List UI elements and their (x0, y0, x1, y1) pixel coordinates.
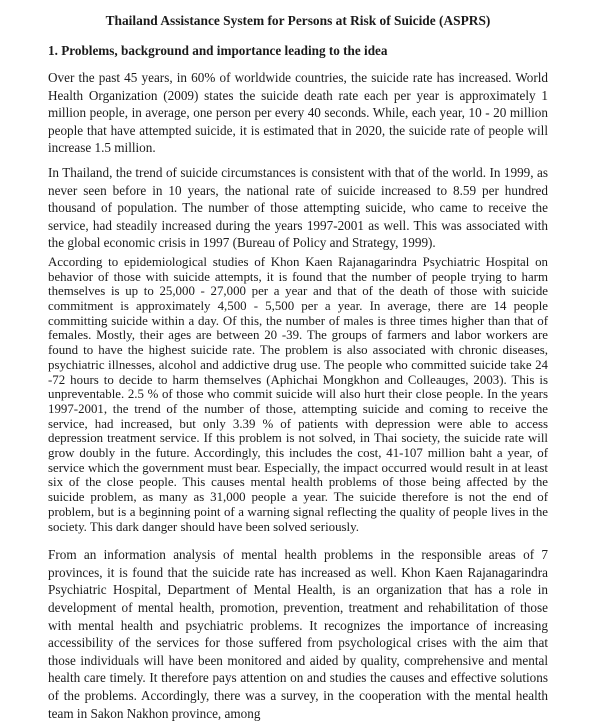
section-heading: 1. Problems, background and importance leading to the idea (48, 43, 388, 58)
document-title: Thailand Assistance System for Persons at Risk of Suicide (ASPRS) (105, 13, 491, 28)
paragraph-epidemiological-studies: According to epidemiological studies of Khon Kaen Rajanagarindra Psychiatric Hospital on behavior of those with suicide attempts, it is found that the number of people trying to harm themselves is up to 25,000 - 27,000 per a year and that of the death of those with suicide commitment is approximately 4,500 - 5,500 per a year. In average, there are 14 people committing suicide within a day. Of this, the number of males is three times higher than that of females. Mostly, their ages are between 20 -39. The groups of farmers and labor workers are found to have the highest suicide rate. The problem is also associated with chronic diseases, psychiatric illnesses, alcohol and addictive drug use. The people who committed suicide take 24 -72 hours to decide to harm themselves (Aphichai Mongkhon and Colleauges, 2003). This is unpreventable. 2.5 % of those who commit suicide will also hurt their close people. In the years 1997-2001, the trend of the number of those, attempting suicide and coming to receive the service, had increased, but only 3.39 % of patients with depression were able to access depression treatment service. If this problem is not solved, in Thai society, the suicide rate will grow doubly in the future. Accordingly, this includes the cost, 41-107 million baht a year, of service which the government must bear. Especially, the impact occurred would result in at least six of the close people. This causes mental health problems of those being affected by the suicide problem, as many as 31,000 people a year. The suicide therefore is not the end of problem, but is a beginning point of a warning signal reflecting the quality of people lives in the society. This dark danger should have been solved seriously. (48, 254, 548, 534)
paragraph-information-analysis: From an information analysis of mental health problems in the responsible areas of 7 provinces, it is found that the suicide rate has increased as well. Khon Kaen Rajanagarindra Psychiatric Hospital, Department of Mental Health, is an organization that has a role in development of mental health, promotion, prevention, treatment and rehabilitation of those with mental health and psychiatric problems. It recognizes the importance of increasing accessibility of the services for those suffered from psychological crises with the aim that those individuals will have been monitored and aided by quality, comprehensive and mental health care timely. It therefore pays attention on and studies the causes and effective solutions of the problems. Accordingly, there was a survey, in the cooperation with the mental health team in Sakon Nakhon province, among (48, 547, 548, 721)
paragraph-thailand-trend: In Thailand, the trend of suicide circumstances is consistent with that of the world. In 1999, as never seen before in 10 years, the national rate of suicide increased to 8.59 per hundred thousand of population. The number of those attempting suicide, who came to receive the service, had steadily increased during the years 1997-2001 as well. This was associated with the global economic crisis in 1997 (Bureau of Policy and Strategy, 1999). (48, 164, 548, 251)
paragraph-worldwide-suicide-rate: Over the past 45 years, in 60% of worldwide countries, the suicide rate has increased. World Health Organization (2009) states the suicide death rate each per year is approximately 1 million people, in average, one person per every 40 seconds. While, each year, 10 - 20 million people that have attempted suicide, it is estimated that in 2020, the suicide rate of people will increase 1.5 million. (48, 70, 548, 156)
